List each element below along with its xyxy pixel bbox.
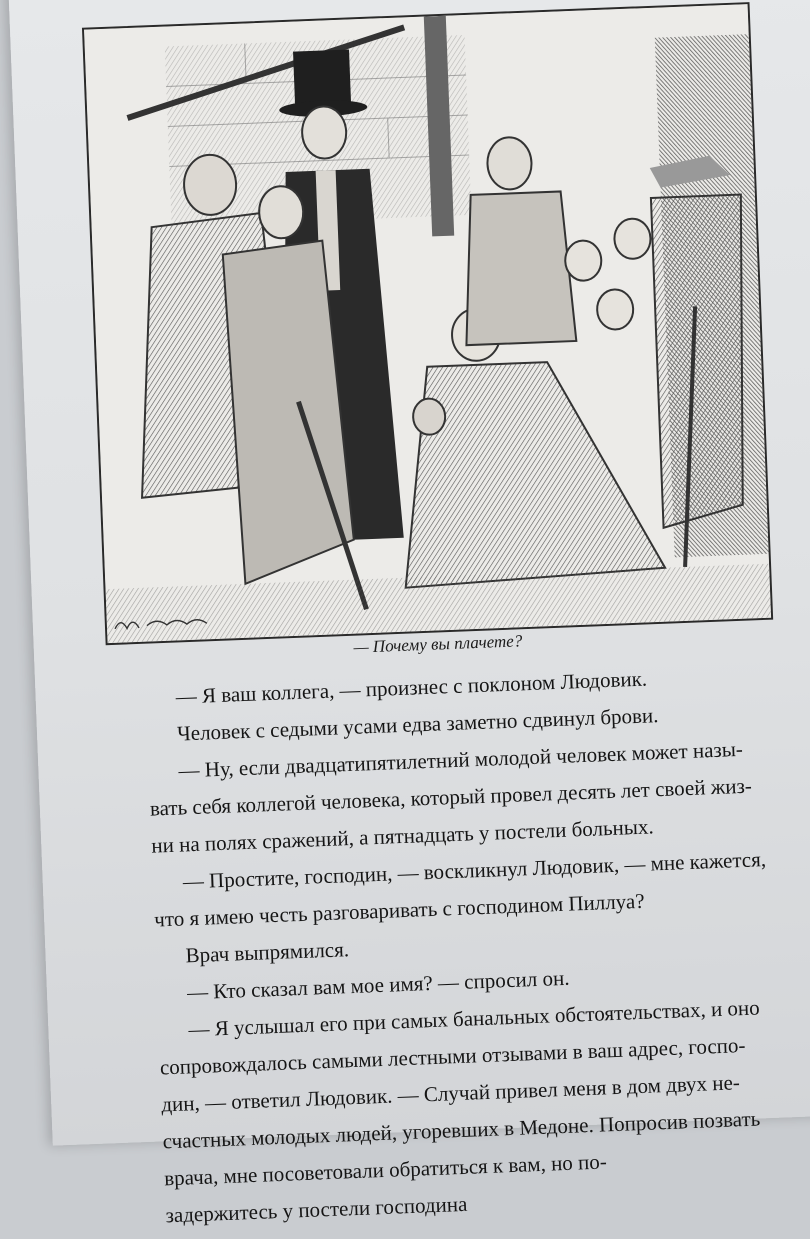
text-line: вать себя коллегой человека, который провел десять лет своей жиз- [149, 773, 753, 821]
engraving-drawing [84, 4, 771, 643]
text-line: задержитесь у постели господина [165, 1191, 468, 1228]
text-line: счастных молодых людей, угоревших в Медоне. Попросив позвать [162, 1106, 761, 1154]
text-line: Человек с седыми усами едва заметно сдвинул брови. [176, 703, 659, 746]
illustration-caption: — Почему вы плачете? [353, 631, 523, 657]
text-line: ни на полях сражений, а пятнадцать у постели больных. [150, 814, 655, 858]
text-line: сопровождалось самыми лестными отзывами в ваш адрес, госпо- [159, 1033, 746, 1080]
text-line: — Кто сказал вам мое имя? — спросил он. [186, 965, 570, 1005]
text-line: дин, — ответил Людовик. — Случай привел меня в дом двух не- [160, 1070, 741, 1117]
text-line: — Я ваш коллега, — произнес с поклоном Людовик. [175, 666, 648, 709]
text-line: что я имею честь разговаривать с господином Пиллуа? [153, 888, 645, 932]
body-text [145, 655, 806, 1234]
book-page [8, 0, 810, 1228]
text-line: врача, мне посоветовали обратиться к вам, но по- [163, 1149, 608, 1191]
text-line: Врач выпрямился. [185, 937, 350, 968]
engraving-illustration [82, 2, 773, 645]
text-line: — Простите, господин, — воскликнул Людовик, — мне кажется, [182, 847, 767, 894]
text-line: — Ну, если двадцатипятилетний молодой человек может назы- [178, 736, 744, 783]
text-line: — Я услышал его при самых банальных обстоятельствах, и оно [188, 995, 761, 1042]
